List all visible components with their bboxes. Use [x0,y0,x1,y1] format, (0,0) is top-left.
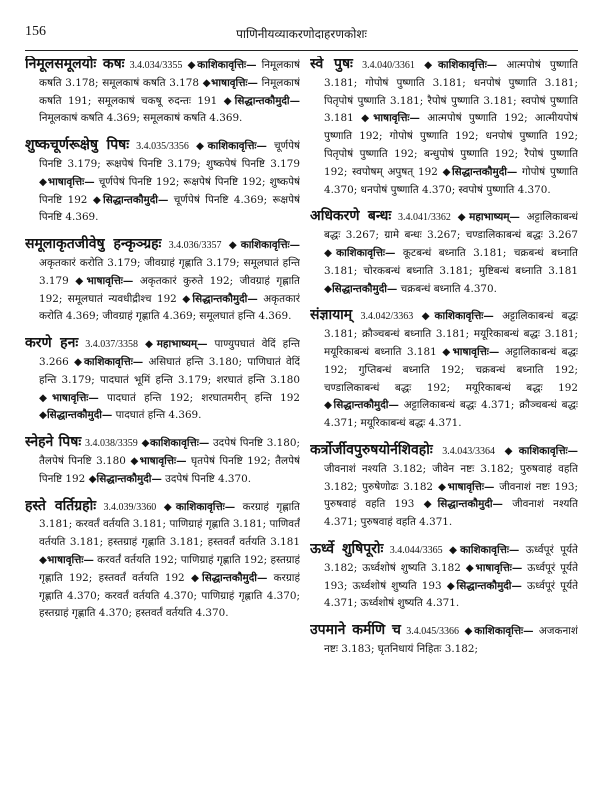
example-text: पादघातं हन्ति 192; शरघातमरीन् हन्ति 192 [98,391,300,404]
sutra-heading: उपमाने कर्मणि च [310,622,401,639]
page-number: 156 [25,24,46,39]
sutra-heading: कर्त्रोर्जीवपुरुषयोर्नशिवहोः [310,441,433,458]
sutra-number: 3.4.041/3362 [398,212,451,224]
source-label: ◆काशिकावृत्तिः— [448,543,520,556]
example-text: चूर्णपेषं पिनष्टि 3.179; रूक्षपेषं पिनष्टि 3.179; शुष्कपेषं पिनष्टि 3.179 [39,140,300,170]
sutra-entry [25,236,300,326]
sutra-paragraph [310,208,578,298]
example-text: अकृतकारं कुरुते 192; जीवग्राहं गृह्णाति 192; समूलघातं न्यवधीद्रीश्च 192 [39,274,300,305]
example-text: असिघातं हन्ति 3.180; पाणिघातं वेदिं हन्ति 3.179; पादघातं भूमिं हन्ति 3.179; शरघातं हन्ति 3.180 [39,355,300,386]
sutra-entry [25,335,300,425]
sutra-entry [25,498,300,624]
sutra-entry [310,541,578,613]
source-label: ◆भाषावृत्तिः— [442,345,500,358]
example-text: ऊर्ध्वपूरं पूर्यते 4.371; ऊर्ध्वशोषं शुष्यति 4.371. [324,579,578,610]
sutra-heading: शुष्कचूर्णरूक्षेषु पिषः [25,137,130,154]
source-label: ◆काशिकावृत्तिः— [504,444,578,457]
example-text: जीवनाशं नश्यति 4.371; पुरुषवाहं वहति 4.371. [324,498,578,529]
sutra-entry [310,208,578,298]
source-label: ◆सिद्धान्तकौमुदी— [324,399,399,412]
sutra-paragraph [25,56,300,128]
example-text: घृतपेषं पिनष्टि 192; तैलपेषं पिनष्टि 192 [39,454,300,485]
source-label: ◆सिद्धान्तकौमुदी— [223,94,300,107]
example-text: अकृतकारं करोति 4.369; जीवग्राहं गृह्णाति 4.369; समूलघातं हन्ति 4.369. [39,292,300,323]
source-label: ◆काशिकावृत्तिः— [141,437,210,450]
sutra-heading: ऊर्ध्वे शुषिपूरोः [310,540,384,557]
source-label: ◆सिद्धान्तकौमुदी— [324,282,398,295]
sutra-number: 3.4.035/3356 [136,141,189,153]
header-divider [25,50,578,51]
source-label: ◆भाषावृत्तिः— [202,76,258,89]
sutra-number: 3.4.036/3357 [168,240,222,252]
sutra-heading: करणे हनः [25,335,79,352]
sutra-number: 3.4.043/3364 [442,445,495,457]
example-text: करग्राहं गृह्णाति 3.181; करवर्तं वर्तयति 3.181; पाणिग्राहं गृह्णाति 3.181; पाणिवर्तं वर्तयति 3.181; हस्तग्राहं गृह्णाति 3.181; हस्तवर्तं वर्तयति 3.181 [39,500,300,549]
sutra-heading: स्वे पुषः [310,56,353,72]
source-label: ◆भाषावृत्तिः— [39,553,94,566]
source-label: ◆काशिकावृत्तिः— [74,355,144,368]
sutra-number: 3.4.038/3359 [84,438,138,450]
source-label: ◆भाषावृत्तिः— [130,454,187,467]
sutra-paragraph [310,56,578,199]
example-text: जीवनाशं नश्यति 3.182; जीवेन नष्टः 3.182; पुरुषवाहं वहति 3.182; पुरुषेणोढः 3.182 [324,462,578,493]
example-text: आत्मपोषं पुष्णाति 3.181; गोपोषं पुष्णाति 3.181; धनपोषं पुष्णाति 3.181; पितृपोषं पुष्णाति 3.181; रैपोषं पुष्णाति 3.181; स्वपोषं पुष्णाति 3.181 [324,59,578,125]
source-label: ◆भाषावृत्तिः— [437,480,495,493]
page-title: पाणिनीयव्याकरणोदाहरणकोशः [236,27,367,41]
sutra-number: 3.4.037/3358 [85,339,139,351]
source-label: ◆सिद्धान्तकौमुदी— [446,579,522,592]
sutra-entry [310,307,578,433]
source-label: ◆भाषावृत्तिः— [39,391,99,404]
example-text: अट्टालिकाबन्धं बद्धः 3.267; ग्रामे बन्धः 3.267; चण्डालिकाबन्धं बद्धः 3.267 [324,211,578,242]
example-text: अट्टालिकाबन्धं बद्धः 3.181; क्रौञ्चबन्धं बध्नाति 3.181; मयूरिकाबन्धं बद्धः 3.181; मयूरिकाबन्धं बध्नाति 3.181 [324,310,578,358]
example-text: अजकनाशं नष्टः 3.183; घृतनिधायं निहितः 3.182; [324,625,578,655]
example-text: पादघातं हन्ति 4.369. [112,409,202,422]
left-column [25,56,300,796]
source-label: ◆भाषावृत्तिः— [361,112,420,125]
source-label: ◆सिद्धान्तकौमुदी— [191,571,268,584]
source-label: ◆काशिकावृत्तिः— [195,140,267,153]
sutra-number: 3.4.040/3361 [362,60,415,71]
example-text: पाण्युपघातं वेदिं हन्ति 3.266 [39,338,300,368]
example-text: करग्राहं गृह्णाति 4.370; करवर्तं वर्तयति 4.370; पाणिग्राहं गृह्णाति 4.370; हस्तग्राहं गृह्णाति 4.370; हस्तवर्तं वर्तयति 4.370. [39,571,300,620]
example-text: गोपोषं पुष्णाति 4.370; धनपोषं पुष्णाति 4.370; स्वपोषं पुष्णाति 4.370. [324,165,578,196]
sutra-entry [25,434,300,488]
source-label: ◆सिद्धान्तकौमुदी— [39,409,113,422]
source-label: ◆महाभाष्यम्— [145,338,208,351]
source-label: ◆काशिकावृत्तिः— [464,625,534,638]
source-label: ◆सिद्धान्तकौमुदी— [423,498,503,511]
sutra-paragraph [310,442,578,532]
sutra-number: 3.4.034/3355 [129,60,183,71]
right-column [310,56,578,796]
source-label: ◆सिद्धान्तकौमुदी— [442,165,518,178]
example-text: निमूलकाषं कषति 4.369; समूलकाषं कषति 4.369. [39,112,243,125]
two-column-body [25,56,578,796]
sutra-entry [25,137,300,227]
source-label: ◆भाषावृत्तिः— [75,274,134,287]
sutra-number: 3.4.042/3363 [360,311,414,323]
sutra-paragraph [310,622,578,659]
source-label: ◆काशिकावृत्तिः— [163,500,236,513]
sutra-entry [310,56,578,199]
sutra-paragraph [25,137,300,227]
source-label: ◆काशिकावृत्तिः— [228,239,300,252]
source-label: ◆सिद्धान्तकौमुदी— [88,472,162,485]
source-label: ◆काशिकावृत्तिः— [421,310,494,323]
example-text: चूर्णपेषं पिनष्टि 192; रूक्षपेषं पिनष्टि 192; शुष्कपेषं पिनष्टि 192 [39,175,300,206]
sutra-paragraph [25,335,300,425]
example-text: ऊर्ध्वपूरं पूर्यते 193; ऊर्ध्वशोषं शुष्यति 193 [324,561,578,592]
source-label: ◆काशिकावृत्तिः— [424,59,498,71]
source-label: ◆भाषावृत्तिः— [39,175,95,188]
sutra-paragraph [310,541,578,613]
source-label: ◆सिद्धान्तकौमुदी— [92,193,169,206]
sutra-number: 3.4.045/3366 [406,626,459,638]
example-text: निमूलकाषं कषति 191; समूलकाषं चकषू रुदन्तः 191 [39,76,300,107]
sutra-entry [310,442,578,532]
example-text: ऊर्ध्वपूरं पूर्यते 3.182; ऊर्ध्वशोषं शुष्यति 3.182 [324,543,578,574]
example-text: अट्टालिकाबन्धं बद्धः 4.371; क्रौञ्चबन्धं बद्धः 4.371; मयूरिकाबन्धं बद्धः 4.371. [324,399,578,430]
sutra-entry [310,622,578,659]
example-text: आत्मपोषं पुष्णाति 192; आत्मीयपोषं पुष्णाति 192; गोपोषं पुष्णाति 192; धनपोषं पुष्णाति 192; पितृपोषं पुष्णाति 192; बन्धुपोषं पुष्णाति 192; रैपोषं पुष्णाति 192; स्वपोषम् अपुषत् 192 [324,112,578,178]
sutra-heading: समूलाकृतजीवेषु हन्कृञ्ग्रहः [25,236,162,253]
sutra-number: 3.4.039/3360 [103,501,157,513]
example-text: करवर्तं वर्तयति 192; पाणिग्राहं गृह्णाति 192; हस्तग्राहं गृह्णाति 192; हस्तवर्तं वर्तयति 192 [39,553,300,584]
sutra-heading: अधिकरणे बन्धः [310,208,392,225]
example-text: चूर्णपेषं पिनष्टि 4.369; रूक्षपेषं पिनष्टि 4.369. [39,193,300,224]
example-text: उदपेषं पिनष्टि 4.370. [161,472,252,485]
sutra-paragraph [25,434,300,488]
source-label: ◆काशिकावृत्तिः— [324,246,396,259]
source-label: ◆काशिकावृत्तिः— [187,59,257,71]
source-label: ◆सिद्धान्तकौमुदी— [182,292,258,305]
example-text: उदपेषं पिनष्टि 3.180; तैलपेषं पिनष्टि 3.180 [39,437,300,467]
sutra-entry [25,56,300,128]
example-text: चक्रबन्धं बध्नाति 4.370. [397,282,497,295]
example-text: जीवनाशं नष्टः 193; पुरुषवाहं वहति 193 [324,480,578,511]
example-text: निमूलकाषं कषति 3.178; समूलकाषं कषति 3.178 [39,59,300,89]
example-text: कूटबन्धं बध्नाति 3.181; चक्रबन्धं बध्नाति 3.181; चोरकबन्धं बध्नाति 3.181; मुष्टिबन्धं बध्नाति 3.181 [324,246,578,277]
sutra-heading: स्नेहने पिषः [25,434,82,451]
sutra-heading: संज्ञायाम् [310,307,353,324]
sutra-heading: हस्ते वर्तिग्रहोः [25,497,97,514]
page-header [25,24,578,44]
example-text: अकृतकारं करोति 3.179; जीवग्राहं गृह्णाति 3.179; समूलघातं हन्ति 3.179 [39,256,300,287]
sutra-number: 3.4.044/3365 [389,544,443,556]
source-label: ◆भाषावृत्तिः— [465,561,523,574]
example-text: अट्टालिकाबन्धं बद्धः 192; गुप्तिबन्धं बध्नाति 192; चक्रबन्धं बध्नाति 192; चण्डालिकाबन्धं बद्धः 192; मयूरिकाबन्धं बद्धः 192 [324,345,578,394]
sutra-paragraph [310,307,578,433]
source-label: ◆महाभाष्यम्— [457,211,520,224]
sutra-paragraph [25,498,300,624]
sutra-paragraph [25,236,300,326]
sutra-heading: निमूलसमूलयोः कषः [25,56,125,72]
